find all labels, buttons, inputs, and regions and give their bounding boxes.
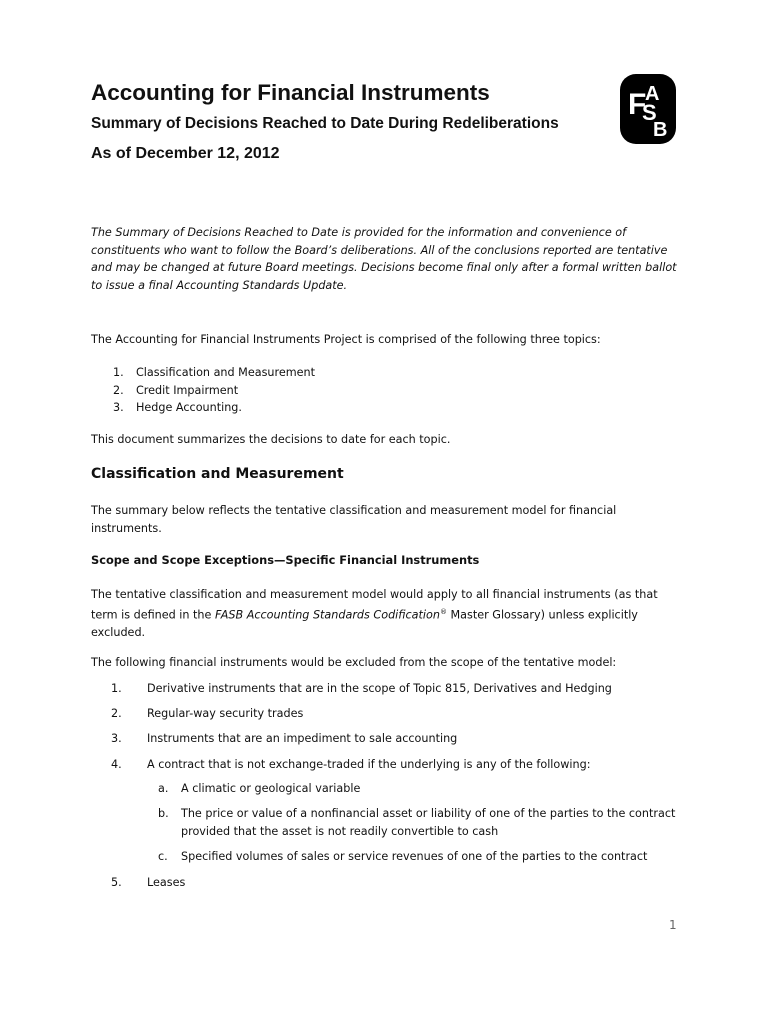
scope-text-part: The tentative classification and measurement model would apply to all financial instruments (as that term is defined in the — [91, 588, 658, 622]
svg-text:F: F — [628, 88, 647, 121]
fasb-logo-mark — [620, 74, 676, 144]
sub-list-letter: a. — [158, 782, 169, 795]
document-subtitle: Summary of Decisions Reached to Date During Redeliberations — [91, 115, 559, 132]
sub-list-letter: b. — [158, 807, 169, 820]
scope-text-part: Master Glossary) unless explicitly excluded. — [91, 608, 638, 639]
list-number: 2. — [111, 707, 122, 720]
list-number: 2. — [113, 383, 124, 397]
list-text: Instruments that are an impediment to sale accounting — [147, 732, 458, 745]
sub-list-text: A climatic or geological variable — [181, 782, 361, 795]
list-number: 4. — [111, 758, 122, 771]
disclaimer-paragraph: The Summary of Decisions Reached to Date is provided for the information and convenience of constituents who want to follow the Board’s deliberations. All of the conclusions reported are tentative and may be changed at future Board meetings. Decisions become final only after a formal written ballot to issue a final Accounting Standards Update. — [91, 226, 677, 292]
list-item — [91, 382, 681, 400]
fasb-logo — [620, 74, 676, 144]
list-item — [91, 364, 681, 382]
registered-mark: ® — [439, 607, 447, 616]
section-heading: Classification and Measurement — [91, 466, 344, 482]
svg-text:A: A — [645, 83, 660, 105]
list-text: Credit Impairment — [136, 383, 239, 397]
svg-text:B: B — [653, 119, 668, 141]
list-number: 1. — [111, 682, 122, 695]
list-text: Classification and Measurement — [136, 366, 315, 379]
list-item — [91, 399, 681, 417]
list-number: 5. — [111, 876, 122, 889]
list-number: 3. — [111, 732, 122, 745]
subsection-heading: Scope and Scope Exceptions—Specific Financial Instruments — [91, 553, 480, 567]
exclusions-list — [91, 680, 691, 900]
list-text: Regular-way security trades — [147, 707, 304, 720]
document-date: As of December 12, 2012 — [91, 145, 280, 162]
list-number: 3. — [113, 401, 124, 414]
list-text: Hedge Accounting. — [136, 401, 242, 414]
summary-line: This document summarizes the decisions to date for each topic. — [91, 433, 451, 446]
codification-title: FASB Accounting Standards Codification — [214, 608, 440, 622]
list-number: 1. — [113, 366, 124, 379]
list-text: A contract that is not exchange-traded if the underlying is any of the following: — [147, 758, 591, 771]
scope-paragraph — [91, 586, 681, 642]
list-text: Leases — [147, 876, 186, 889]
sub-list-text: Specified volumes of sales or service revenues of one of the parties to the contract — [181, 850, 648, 863]
section-intro: The summary below reflects the tentative classification and measurement model for financial instruments. — [91, 504, 617, 535]
list-text: Derivative instruments that are in the scope of Topic 815, Derivatives and Hedging — [147, 682, 612, 695]
exclusions-intro: The following financial instruments would be excluded from the scope of the tentative model: — [91, 656, 617, 669]
topics-list — [91, 364, 681, 417]
svg-text:S: S — [642, 100, 657, 125]
sub-list-text: The price or value of a nonfinancial asset or liability of one of the parties to the contract provided that the asset is not readily convertible to cash — [181, 807, 676, 838]
page-number: 1 — [669, 918, 677, 932]
sub-list-letter: c. — [158, 850, 168, 863]
document-title: Accounting for Financial Instruments — [91, 80, 490, 105]
intro-paragraph: The Accounting for Financial Instruments Project is comprised of the following three topics: — [91, 333, 601, 346]
